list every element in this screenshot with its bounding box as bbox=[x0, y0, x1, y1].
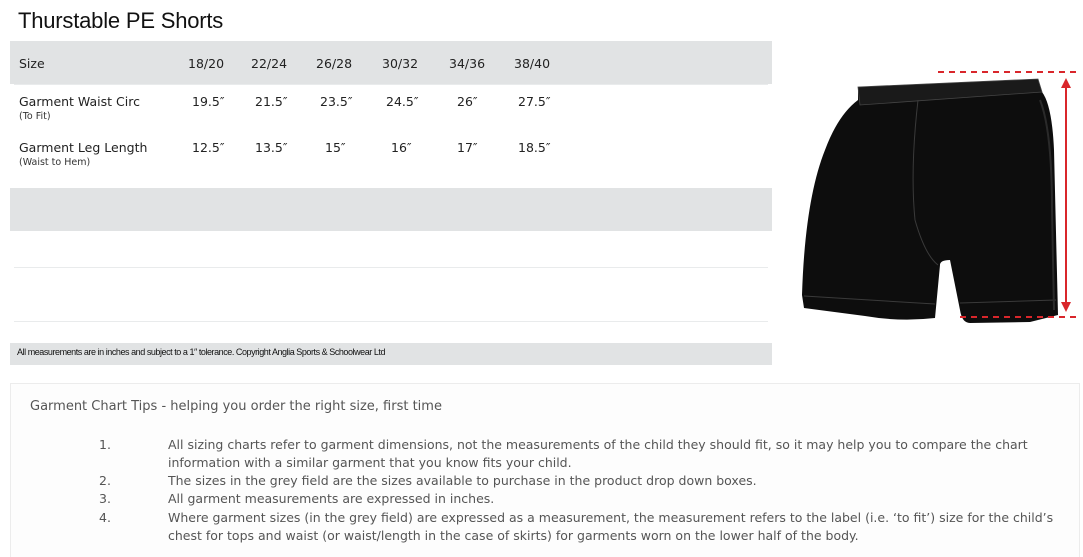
size-column-header: 38/40 bbox=[514, 56, 551, 71]
tolerance-note: All measurements are in inches and subject to a 1″ tolerance. Copyright Anglia Sports & Schoolwear Ltd bbox=[17, 347, 386, 357]
tip-number: 2. bbox=[99, 473, 111, 488]
garment-chart-tips bbox=[10, 383, 1080, 557]
waist-value: 26″ bbox=[457, 94, 478, 109]
row-label-sub: (Waist to Hem) bbox=[19, 157, 91, 168]
tip-text: All garment measurements are expressed in inches. bbox=[168, 491, 495, 506]
tip-number: 1. bbox=[99, 437, 111, 452]
size-column-header: 22/24 bbox=[251, 56, 288, 71]
tip-text: Where garment sizes (in the grey field) are expressed as a measurement, the measurement refers to the label (i.e. ‘to fit’) size for the child’s chest for tops and waist (or waist/length in the case of skirts) for garments worn on the lower half of the body. bbox=[168, 510, 1054, 543]
waist-value: 21.5″ bbox=[255, 94, 288, 109]
size-column-header: 34/36 bbox=[449, 56, 486, 71]
empty-grey-band bbox=[10, 188, 772, 231]
row-label-sub: (To Fit) bbox=[19, 111, 51, 122]
tips-title: Garment Chart Tips - helping you order the right size, first time bbox=[30, 399, 442, 414]
size-chart bbox=[10, 41, 772, 366]
divider bbox=[14, 267, 768, 268]
page-title: Thurstable PE Shorts bbox=[18, 8, 224, 33]
leg-length-value: 16″ bbox=[391, 140, 412, 155]
garment-image bbox=[790, 60, 1083, 330]
tip-text: The sizes in the grey field are the sizes available to purchase in the product drop down boxes. bbox=[168, 473, 757, 488]
waist-value: 24.5″ bbox=[386, 94, 419, 109]
size-column-header: 30/32 bbox=[382, 56, 419, 71]
row-label-main: Garment Leg Length bbox=[19, 140, 148, 155]
waist-value: 19.5″ bbox=[192, 94, 225, 109]
shorts-icon bbox=[790, 60, 1083, 330]
tip-text: All sizing charts refer to garment dimensions, not the measurements of the child they should fit, so it may help you to compare the chart information with a similar garment that you know fits your child. bbox=[168, 437, 1028, 470]
size-column-header: 18/20 bbox=[188, 56, 225, 71]
divider bbox=[14, 321, 768, 322]
leg-length-value: 15″ bbox=[325, 140, 346, 155]
tip-number: 3. bbox=[99, 491, 111, 506]
leg-length-value: 13.5″ bbox=[255, 140, 288, 155]
leg-length-value: 12.5″ bbox=[192, 140, 225, 155]
leg-length-value: 17″ bbox=[457, 140, 478, 155]
leg-length-value: 18.5″ bbox=[518, 140, 551, 155]
divider bbox=[14, 84, 768, 85]
waist-row-label bbox=[19, 94, 140, 122]
size-column-header: 26/28 bbox=[316, 56, 353, 71]
row-label-main: Garment Waist Circ bbox=[19, 94, 140, 109]
waist-value: 23.5″ bbox=[320, 94, 353, 109]
waist-value: 27.5″ bbox=[518, 94, 551, 109]
tip-number: 4. bbox=[99, 510, 111, 525]
size-header-label: Size bbox=[19, 56, 45, 71]
leg-length-row-label bbox=[19, 140, 147, 168]
